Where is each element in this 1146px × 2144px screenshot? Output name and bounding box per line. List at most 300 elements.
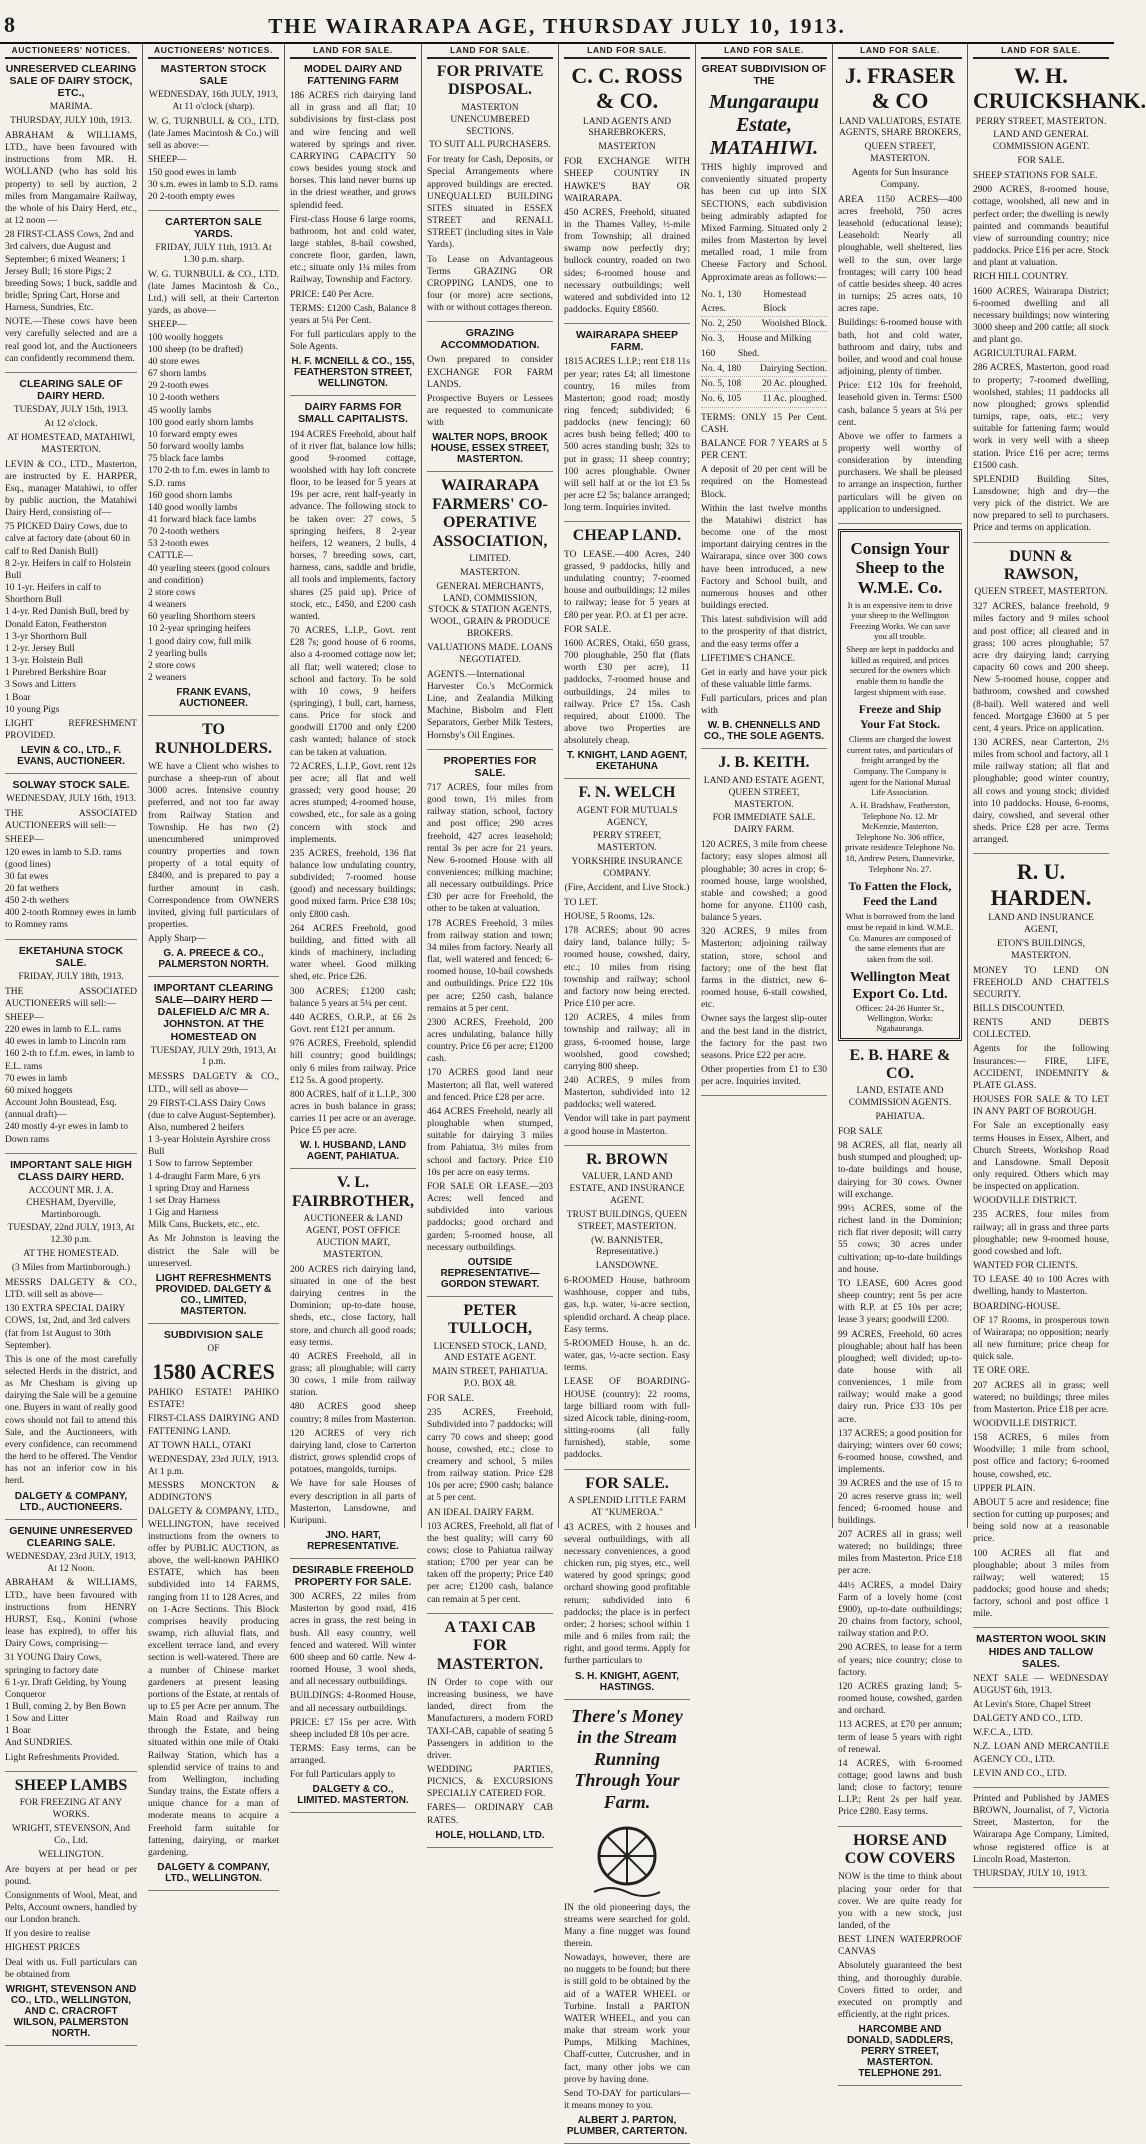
ad-title: DAIRY FARMS FOR SMALL CAPITALISTS. [298,401,408,426]
ad-title: FOR PRIVATE DISPOSAL. [436,63,544,99]
ad-paragraph: Prospective Buyers or Lessees are requested to communicate with [427,393,553,429]
list-item: 1 Gig and Harness [148,1208,219,1219]
lot-row [701,362,827,377]
ad-paragraph: IN Order to cope with our increasing business, we have landed, direct from the Manufacturers, a modern FORD TAXI-CAB, capable of seating 5 Passengers in addition to the driver. [427,1677,553,1761]
ad-subtitle: PERRY STREET, MASTERTON. [975,116,1107,127]
advertisement [838,1832,962,2087]
advertisement [564,527,690,779]
ad-title: MASTERTON WOOL SKIN HIDES AND TALLOW SALES. [976,1633,1106,1670]
newspaper-title: THE WAIRARAPA AGE, THURSDAY JULY 10, 1913. [268,14,846,38]
ad-subtitle: TUESDAY, JULY 15th, 1913. [13,405,129,416]
ad-paragraph: For full particulars apply to the Sole Agents. [290,330,416,353]
ad-title: GRAZING ACCOMMODATION. [440,327,540,352]
ad-paragraph: W. G. TURNBULL & CO., LTD. (late James Macintosh & Co., Ltd.) will sell, at their Carterton yards, as above— [148,269,279,317]
column-1 [0,44,143,2039]
ad-paragraph: For treaty for Cash, Deposits, or Special Arrangements where approved buildings are erected. UNEQUALLED BUILDING SITES situated in ESSEX STREET and RENALL STREET (including sites in Vale Yards). [427,155,553,251]
list-item: 50 forward woolly lambs [148,442,244,453]
advertisement [427,327,553,472]
list-item: SHEEP— [5,1012,44,1023]
ad-subtitle: GENERAL MERCHANTS, LAND, COMMISSION, STOCK & STATION AGENTS, WOOL, GRAIN & PRODUCE BROKERS. [428,581,552,640]
lot-description: 20 Ac. ploughed. [762,379,827,390]
lot-row [701,288,827,318]
ad-paragraph: 72 ACRES, L.I.P., Govt. rent 12s per acre; all flat and well grassed; very good house; 20 acres stumped; 4-roomed house, cowshed, etc., for sale as a going concern with stock and implements. [290,761,416,845]
ad-subtitle: LAND, ESTATE AND COMMISSION AGENTS. [848,1086,952,1109]
ad-terms: BALANCE FOR 7 YEARS at 5 PER CENT. [701,439,827,462]
list-item: 10 young Pigs [5,704,60,715]
list-item: 2 store cows [148,587,196,598]
ad-subtitle: MAIN STREET, PAHIATUA. P.O. BOX 48. [432,1367,548,1390]
advertisement [564,63,690,324]
ad-paragraph: Are buyers at per head or per pound. [5,1864,137,1887]
advertisement [564,329,690,522]
ad-title: SHEEP LAMBS [14,1776,128,1794]
ad-paragraph: 40 ACRES Freehold, all in grass; all ploughable; will carry 30 cows, 1 mile from railway station. [290,1351,416,1399]
ad-subtitle: LIMITED. [469,553,511,564]
ad-title: MASTERTON STOCK SALE [160,63,267,88]
ad-title: EKETAHUNA STOCK SALE. [18,944,124,969]
ad-signature: G. A. PREECE & CO., PALMERSTON NORTH. [158,948,269,971]
advertisement [973,1633,1109,1787]
ad-paragraph: 480 ACRES good sheep country; 8 miles from Masterton. [290,1402,416,1425]
column-7 [833,44,968,2080]
ad-paragraph: W. G. TURNBULL & CO., LTD. (late James Macintosh & Co.) will sell as above:— [148,116,279,152]
ad-paragraph: 207 ACRES all in grass; well watered; no buildings; three miles from Masterton. Price £18 per acre. [973,1380,1109,1415]
list-item: 10 forward empty ewes [148,429,238,440]
ad-signature: HOLE, HOLLAND, LTD. [435,1829,545,1841]
ad-paragraph: NEXT SALE — WEDNESDAY AUGUST 6th, 1913. [973,1673,1109,1696]
ad-paragraph: 1600 ACRES, Wairarapa District; 6-roomed dwelling and all necessary buildings; now wintering 3000 sheep and 200 cattle; all stock and plant go. [973,286,1109,346]
list-item: 60 yearling Shorthorn steers [148,612,256,623]
ad-subtitle: TUESDAY, 22nd JULY, 1913, At 12.30 p.m. [7,1223,135,1246]
advertisement [838,63,962,524]
ad-subtitle: LAND AGENTS AND SHAREBROKERS, [582,116,672,139]
list-item: 1 set Dray Harness [148,1195,221,1206]
ad-paragraph: 2900 ACRES, 8-roomed house, cottage, woolshed, all new and in perfect order; the dwelling is newly painted and commands beautiful view of surrounding country; nice paddocks. Price £16 per acre. Stock and plant at valuation. [973,185,1109,269]
ad-paragraph: 99 ACRES, Freehold, 60 acres ploughable; about half has been ploughed; well divided; up-to-date house with all conveniences, 1 mile from railway; would make a good dairy run. Price £33 10s per acre. [838,1329,962,1425]
ad-subtitle: FOR FREEZING AT ANY WORKS. [19,1798,123,1821]
lot-row [701,332,827,362]
ad-subtitle: (W. BANNISTER, Representative.) [591,1235,663,1258]
ad-paragraph: 170 ACRES good land near Masterton; all flat, well watered and fenced. Price £28 per acre. [427,1068,553,1103]
list-item: 1 Bull, coming 2, by Ben Bown [5,1702,126,1712]
list-item: 6 1-yr. Draft Gelding, by Young Conqueror [5,1677,127,1700]
ad-signature: DALGETY & COMPANY, LTD., AUCTIONEERS. [14,1490,128,1513]
list-item: 220 ewes in lamb to E.L. rams [5,1025,122,1036]
ad-title: Consign Your Sheep to the W.M.E. Co. [850,538,950,597]
lot-number: No. 4, 180 [701,363,742,374]
ad-paragraph: If you desire to realise [5,1929,90,1940]
ad-paragraph: FIRST-CLASS DAIRYING AND FATTENING LAND. [148,1414,279,1437]
ad-subtitle: FOR SALE. [1017,156,1065,167]
ad-title: IMPORTANT CLEARING SALE—DAIRY HERD — DALEFIELD A/C MR A. JOHNSTON. AT THE HOMESTEAD ON [153,982,274,1043]
ad-signature: LIGHT REFRESHMENTS PROVIDED. DALGETY & CO., LIMITED, MASTERTON. [155,1272,272,1317]
advertisement [564,1151,690,1470]
ad-paragraph: 1815 ACRES L.I.P.; rent £18 11s per year; rates £4; all limestone country, 16 miles from Masterton; good road; mostly ring fenced; subdivided; 6 paddocks (new fencing); 60 acres bush being felled; 400 to 500 acres standing bush; 32s to put in grass; 11 sheep country; 100 acres ploughable. Owner will sell half at or the lot £3 5s per acre £2 5s; balance arranged; long term. Inquiries invited. [564,357,690,514]
ad-title: SOLWAY STOCK SALE. [12,779,130,792]
ad-title: J. FRASER & CO [844,63,955,114]
lot-description: Dairying Section. [759,363,827,374]
ad-paragraph: Wellington Meat Export Co. Ltd. [850,970,950,1002]
ad-title: R. U. HARDEN. [990,859,1092,910]
advertisement [427,755,553,1297]
ad-paragraph: 235 ACRES, four miles from railway; all in grass and three parts ploughable; new 9-roomed house, good cowshed and loft. [973,1210,1109,1257]
list-item: 1 spring Dray and Harness [148,1183,250,1194]
list-item: Account John Boustead, Esq. (annual draft)— [5,1098,117,1121]
ad-signature: H. F. MCNEILL & CO., 155, FEATHERSTON STREET, WELLINGTON. [291,356,415,390]
ad-subtitle: TO SUIT ALL PURCHASERS. [429,140,551,151]
ad-paragraph: FOR SALE. [427,1394,474,1405]
ad-paragraph: Owner says the largest slip-outer and the best land in the district, the factory for the past two seasons. Price £22 per acre. [701,1014,827,1061]
ad-paragraph: 99½ ACRES, some of the richest land in the Dominion; rich flat river deposit; will carry 55 cows; 30 acres under cultivation; up-to-date buildings and house. [838,1203,962,1275]
list-item: 1 Boar [5,1726,31,1737]
ad-paragraph: Agents for the following Insurances:— FIRE, LIFE, ACCIDENT, INDEMNITY & PLATE GLASS. [973,1044,1109,1091]
list-item: 140 good woolly lambs [148,502,238,513]
advertisement [5,63,137,373]
advertisement [148,63,279,211]
ad-paragraph: 1600 ACRES, Otaki, 650 grass, 700 ploughable, 250 flat (flats worth £30 per acre), 11 paddocks, 7-roomed house and outbuildings, 24 miles to railway. Price £7 15s. Cash required, about £1000. The above two Properties are absolutely cheap. [564,638,690,747]
ad-subtitle: TUESDAY, JULY 29th, 1913, At 1 p.m. [150,1045,277,1068]
column-header: AUCTIONEERS' NOTICES. [5,44,137,59]
ad-paragraph: RICH HILL COUNTRY. [973,272,1069,283]
list-item: 67 shorn lambs [148,369,207,380]
ad-subtitle: THURSDAY, JULY 10th, 1913. [10,116,132,127]
list-item: 31 YOUNG Dairy Cows, springing to factory date [5,1653,102,1676]
list-item: 20 fat wethers [5,884,59,894]
ad-signature: DALGETY & COMPANY, LTD., WELLINGTON. [157,1862,270,1885]
ad-paragraph: 286 ACRES, Masterton, good road to property; 7-roomed dwelling, woolshed, stables; 11 paddocks all now ploughed; grows splendid turnips, rape, oats, etc.; very suitable for fattening farm; would work in very well with a sheep station. Price £16 per acre; terms £1500 cash. [973,363,1109,471]
list-item: SHEEP— [148,155,187,166]
ad-note: DALGETY & COMPANY, LTD., WELLINGTON, have received instructions from the owners to offer by PUBLIC AUCTION, as above, the well-known PAHIKO ESTATE, which has been subdivided into 14 FARMS, ranging from 11 to 128 Acres, and on 1-Acre Sections. This Block comprises heavily producing swamp, rich alluvial flats, and excellent terrace land, and every section is well-watered. There are a number of Chinese market gardeners at present leasing portions of the Estate, at rentals of up to £5 per Acre per annum. The Main Road and Railway run through the Estate, and being situated within one mile of Otaki Railway Station, which has a splendid service of trains to and from Wellington, including Sunday trains, the Estate offers a unique chance for a man of moderate means to acquire a Freehold farm suitable for fattening, dairying, or market gardening. [148,1507,279,1858]
ad-paragraph: 5-ROOMED House, h. an dc. water, gas, ½-acre section. Easy terms. [564,1338,690,1374]
list-item: 100 woolly hoggets [148,332,223,343]
list-item: 120 ewes in lamb to S.D. rams (good lines) [5,847,122,870]
ad-subtitle: LANSDOWNE. [595,1261,659,1272]
ad-title: CARTERTON SALE YARDS. [165,215,262,241]
list-item: 70 ewes in lamb [5,1073,68,1084]
ad-signature: OUTSIDE REPRESENTATIVE— GORDON STEWART. [440,1256,540,1290]
ad-title: SUBDIVISION SALE [163,1328,264,1341]
ad-title: HORSE AND COW COVERS [844,1831,956,1867]
ad-subtitle: PAHIATUA. [875,1112,925,1123]
ad-paragraph: THIS highly improved and conveniently situated property has been cut up into SIX SECTIONS, each subdivision being admirably adapted for Mixed Farming. Situated only 2 miles from Masterton by level metalled road, 1 mile from Cheese Factory and School. Approximate areas as follows:— [701,163,827,283]
stock-list [148,154,279,203]
ad-signature: LEVIN & CO., LTD., F. EVANS, AUCTIONEER. [17,745,125,768]
stock-list [5,1012,137,1146]
ad-title: GREAT SUBDIVISION OF THE [701,63,827,88]
ad-paragraph: At Levin's Store, Chapel Street [973,1699,1092,1710]
lot-number: No. 5, 108 [701,379,742,390]
ad-paragraph: 178 ACRES; about 90 acres dairy land, balance hilly; 5-roomed house, cowshed, dairy, etc.; 10 miles from rising township and railway; school and factory now being erected. Price £10 per acre. [564,926,690,1010]
ad-signature: WALTER NOPS, BROOK HOUSE, ESSEX STREET, MASTERTON. [430,432,550,466]
advertisement [5,1525,137,1772]
ad-subtitle: (3 Miles from Martinborough.) [11,1263,131,1274]
ad-signature: DALGETY & CO., LIMITED. MASTERTON. [297,1784,409,1807]
list-item: 170 2-th to f.m. ewes in lamb to S.D. rams [148,466,270,489]
ad-terms: Full particulars, prices and plan with [701,694,827,717]
ad-signature: FRANK EVANS, AUCTIONEER. [176,687,251,710]
stock-list [148,1098,279,1232]
ad-note: NOTE.—These cows have been very carefully selected and are a real good lot, and the Auctioneers can confidently recommend them. [5,317,137,364]
ad-terms: Get in early and have your pick of these valuable little farms. [701,667,827,690]
ad-paragraph: To Lease on Advantageous Terms GRAZING OR CROPPING LANDS, one to four (or more) acre sections, with or without cottages thereon. [427,254,553,314]
ad-paragraph: TERMS: Easy terms, can be arranged. [290,1744,416,1767]
ad-paragraph: 186 ACRES rich dairying land all in grass and all flat; 10 subdivisions by first-class post and wire fencing and well watered by springs and river. CARRYING CAPACITY 50 cows besides young stock and horses. This land never burns up in the driest weather, and grows splendid feed. [290,91,416,211]
list-item: 29 FIRST-CLASS Dairy Cows (due to calve August-September). Also, numbered 2 heifers [148,1098,276,1133]
ad-signature: WRIGHT, STEVENSON AND CO., LTD., WELLINGTON, AND C. CRACROFT WILSON, PALMERSTON NORTH. [5,1983,137,2039]
ad-subtitle: FRIDAY, JULY 11th, 1913. At 1.30 p.m. sharp. [155,243,272,265]
column-header: AUCTIONEERS' NOTICES. [148,44,279,59]
ad-terms: TERMS: ONLY 15 Per Cent. CASH. [701,412,827,435]
ad-paragraph: THE ASSOCIATED AUCTIONEERS will sell:— [5,809,137,832]
list-item: 3 Sows and Litters [5,680,76,691]
ad-paragraph: PRICE: £40 Per Acre. [290,289,374,300]
list-item: 40 ewes in lamb to Lincoln ram [5,1037,126,1048]
ad-subtitle: MARIMA. [49,102,93,113]
advertisement [148,982,279,1324]
ad-paragraph: 14 ACRES, with 6-roomed cottage; good lawns and bush land; close to factory; tenure L.I.P.; Rent 2s per half year. Price £280. Easy terms. [838,1758,962,1818]
ad-title: W. H. CRUICKSHANK. [973,63,1146,114]
ad-subtitle: QUEEN STREET, MASTERTON. [974,587,1108,598]
ad-paragraph: 200 ACRES rich dairying land, situated in one of the best dairying centres in the Dominion; up-to-date house, sheds, etc., close factory, hall store, and church all good roads; easy terms. [290,1264,416,1348]
ad-title: A TAXI CAB FOR MASTERTON. [436,1618,544,1673]
ad-paragraph: 44½ ACRES, a model Dairy Farm of a lovely home (cost £900), up-to-date outbuildings; 20 chains from factory, school, railway station and P.O. [838,1580,962,1640]
ad-paragraph: Price: £12 10s for freehold, leasehold given in. Terms: £500 cash, balance 5 years at 5¼ per cent. [838,381,962,428]
list-item: 130 EXTRA SPECIAL DAIRY COWS, 1st, 2nd, and 3rd calvers (fat from 1st August to 30th September). [5,1304,131,1351]
ad-paragraph: N.Z. LOAN AND MERCANTILE AGENCY CO., LTD. [973,1742,1109,1765]
ad-paragraph: TE ORE ORE. [973,1366,1030,1377]
list-item: 70 2-tooth wethers [148,527,220,538]
ad-title: FOR SALE. [585,1474,669,1492]
ad-subtitle: VALUER, LAND AND ESTATE, AND INSURANCE AGENT. [569,1172,685,1206]
advertisement [148,216,279,716]
ad-paragraph: THURSDAY, JULY 10, 1913. [973,1868,1088,1879]
ad-paragraph: BUILDINGS: 4-Roomed House, and all necessary outbuildings. [290,1691,416,1714]
ad-title: GENUINE UNRESERVED CLEARING SALE. [9,1524,133,1549]
ad-paragraph: 103 ACRES, Freehold, all flat of the best quality; will carry 60 cows; close to Pahiatua railway station; £700 per year can be taken off the property; Price £40 per acre; £1200 cash, balance can remain at 5 per cent. [427,1521,553,1605]
lot-row [701,392,827,407]
ad-paragraph: PAHIKO ESTATE! PAHIKO ESTATE! [148,1388,279,1411]
advertisement [5,945,137,1154]
ad-subtitle: VALUATIONS MADE. LOANS NEGOTIATED. [427,643,553,665]
ad-paragraph: Clients are charged the lowest current rates, and particulars of freight arranged by the Company. The Company is agent for the National Mutual Life Association. [847,734,953,798]
water-wheel-illustration [592,1820,662,1898]
list-item: 75 PICKED Dairy Cows, due to calve at factory date (about 60 in calf to Red Danish Bull) [5,522,131,557]
list-item: 30 s.m. ewes in lamb to S.D. rams [148,179,279,190]
ad-paragraph: 717 ACRES, four miles from good town, 1½ miles from railway station, school, factory and post office; 290 acres freehold, 427 acres leasehold; rental 3s per acre for 21 years. New 6-roomed House with all conveniences; milking machine; all necessary outbuildings. Price £30 per acre for Freehold, the other to be taken at valuation. [427,782,553,915]
lot-description: House and Milking Shed. [737,334,812,359]
advertisement [701,63,827,749]
ad-subtitle: LAND AND ESTATE AGENT, QUEEN STREET, MASTERTON. [703,775,825,810]
list-item: 100 sheep (to be drafted) [148,344,243,355]
ad-paragraph: 264 ACRES Freehold, good building, and fitted with all kinds of machinery, including water wheel. Good milking shed, etc. Price £26. [290,923,416,983]
columns [0,44,1146,2138]
ad-paragraph: Buildings: 6-roomed house with bath, hot and cold water, bathroom and dairy, tubs and boiler, and wood and coal house adjoining, plenty of timber. [838,318,962,378]
ad-paragraph: 120 ACRES grazing land; 5-roomed house, cowshed, garden and orchard. [838,1681,962,1717]
ad-paragraph: TO LEASE 40 to 100 Acres with dwelling, handy to Masterton. [973,1275,1109,1298]
lot-row [701,377,827,392]
ad-title: C. C. ROSS & CO. [571,63,683,114]
page-number: 8 [4,12,15,37]
ad-paragraph: 300 ACRES; £1200 cash; balance 5 years at 5¼ per cent. [290,986,416,1009]
column-header: LAND FOR SALE. [973,44,1109,59]
ad-subtitle: WRIGHT, STEVENSON, And Co., Ltd. [11,1823,131,1846]
ad-title: PROPERTIES FOR SALE. [443,754,537,779]
stock-list [5,521,137,716]
list-item: 1 3-yr Shorthorn Bull [5,631,88,642]
ad-paragraph: LEVIN AND CO., LTD. [973,1768,1067,1779]
ad-title: E. B. HARE & CO. [849,1046,951,1082]
column-header: LAND FOR SALE. [701,44,827,59]
ad-title: WAIRARAPA FARMERS' CO-OPERATIVE ASSOCIATION, [432,477,548,550]
list-item: 150 good ewes in lamb [148,167,237,178]
list-item: 1 Purebred Berkshire Boar [5,668,107,679]
list-item: 160 2-th to f.f.m. ewes, in lamb to E.L. rams [5,1049,135,1072]
ad-paragraph: RENTS AND DEBTS COLLECTED. [973,1018,1109,1041]
ad-note: Light Refreshments Provided. [5,1752,120,1763]
list-item: 1 3-yr. Holstein Bull [5,656,84,667]
list-item: 41 forward black face lambs [148,514,257,525]
advertisement [564,784,690,1145]
list-item: 8 2-yr. Heifers in calf to Holstein Bull [5,558,131,581]
ad-paragraph: HOUSES FOR SALE & TO LET IN ANY PART OF BOROUGH. [973,1095,1109,1118]
ad-paragraph: FOR SALE [838,1127,883,1138]
ad-paragraph: THE ASSOCIATED AUCTIONEERS will sell:— [5,986,137,1009]
list-item: 1 4-yr. Red Danish Bull, bred by Donald Eaton, Featherston [5,607,130,630]
ad-paragraph: 158 ACRES, 6 miles from Woodville; 1 mile from school, post office and factory; 6-roomed house, cowshed, etc. [973,1433,1109,1480]
lot-description: Homestead Block [763,289,807,314]
advertisement [427,477,553,749]
ad-subtitle: A SPLENDID LITTLE FARM AT "KUMEROA." [568,1495,686,1518]
ad-paragraph: AGRICULTURAL FARM. [973,349,1077,360]
ad-subtitle: WELLINGTON. [38,1849,104,1860]
ad-title: There's Money in the Stream Running Through Your Farm. [571,1705,683,1812]
ad-paragraph: 100 ACRES all flat and ploughable; about 3 miles from railway; well watered; 15 paddocks; good house and sheds; factory, school and post office 1 mile. [973,1548,1109,1620]
ad-paragraph: 235 ACRES, freehold, 136 flat balance low undulating country, subdivided; 7-roomed house (good) and necessary buildings; good mixed farm. Price £38 10s; only £800 cash. [290,848,416,920]
list-item: And SUNDRIES. [5,1738,73,1749]
ad-paragraph: 120 ACRES of very rich dairying land, close to Carterton district, grows splendid crops of potatoes, mangolds, turnips. [290,1428,416,1476]
ad-paragraph: LEASE OF BOARDING-HOUSE (country): 22 rooms, large billiard room with full-sized Alcock table, dining-room, sitting-rooms (all fully furnished), stable, some paddocks. [564,1377,690,1461]
column-header: LAND FOR SALE. [838,44,962,59]
ad-terms: This latest subdivision will add to the prosperity of that district, and the easy terms offer a [701,615,827,650]
ad-terms: A deposit of 20 per cent will be required on the Homestead Block. [701,465,827,500]
ad-paragraph: SHEEP STATIONS FOR SALE. [973,171,1098,182]
ad-paragraph: FOR SALE. [564,624,611,635]
list-item: 45 woolly lambs [148,405,212,416]
ad-terms: LIFETIME'S CHANCE. [701,653,796,664]
ad-paragraph: 137 ACRES; a good position for dairying; winters over 60 cows; 6-roomed house, cowshed, and implements. [838,1428,962,1476]
ad-paragraph: 43 ACRES, with 2 houses and several outbuildings, with all necessary conveniences, a good chicken run, pig styes, etc., well watered by good springs; good orchard showing good profitable return; subdivided into 6 paddocks; the place is in perfect order; 2 horses; school within 1 mile and 6 miles from rail; the right, and good terms. Apply for further particulars to [564,1522,690,1667]
ad-title: CLEARING SALE OF DAIRY HERD. [19,377,123,402]
ad-paragraph: FOR EXCHANGE WITH SHEEP COUNTRY IN HAWKE'S BAY OR WAIRARAPA. [564,157,690,204]
ad-subtitle: AT THE HOMESTEAD. [23,1249,119,1260]
advertisement [5,378,137,774]
ad-paragraph: 464 ACRES Freehold, nearly all ploughable when stumped, suitable for dairying 3 miles from Pahiatua, 3½ miles from school and factory. Price £10 10s per acre on easy terms. [427,1106,553,1178]
ad-subtitle: LAND AND GENERAL COMMISSION AGENT. [992,130,1090,153]
list-item: 20 2-tooth empty ewes [148,191,235,202]
ad-paragraph: 235 ACRES, Freehold, Subdivided into 7 paddocks; will carry 70 cows and sheep; good house, cowshed, etc.; close to creamery and school, 5 miles from railway station. Price £28 10s per acre; £900 cash; balance at 5 per cent. [427,1408,553,1504]
lot-number: No. 6, 105 [701,394,742,405]
ad-paragraph: What is borrowed from the land must be repaid in kind. W.M.E. Co. Manures are composed of the same elements that are taken from the soil. [845,911,955,964]
ad-paragraph: 120 ACRES, 4 miles from township and railway; all in grass, 6-roomed house, large woolshed, good cowshed; carrying 800 sheep. [564,1013,690,1072]
ad-signature: W. I. HUSBAND, LAND AGENT, PAHIATUA. [299,1140,407,1163]
advertisement [973,1793,1109,1888]
ad-paragraph: WEDDING PARTIES, PICNICS, & EXCURSIONS SPECIALLY CATERED FOR. [427,1765,553,1800]
lot-number: No. 1, 130 Acres. [701,289,742,314]
ad-paragraph: WOODVILLE DISTRICT. [973,1196,1077,1207]
lot-table [701,288,827,408]
ad-subtitle: WEDNESDAY, JULY 16th, 1913. [5,794,137,805]
ad-paragraph: 98 ACRES, all flat, nearly all bush stumped and ploughed; up-to-date buildings and house, dairying for 30 cows. Owner will exchange. [838,1141,963,1200]
ad-note: As Mr Johnston is leaving the district the Sale will be unreserved. [148,1234,279,1269]
list-item: 2 yearling bulls [148,648,208,659]
stock-list [5,834,137,931]
lot-row [701,317,827,332]
ad-paragraph: MESSRS DALGETY & CO., LTD., will sell as above— [148,1072,279,1095]
ad-title: V. L. FAIRBROTHER, [292,1174,414,1210]
ad-paragraph: 113 ACRES, at £70 per annum; term of lease 5 years with right of renewal. [838,1720,962,1755]
ad-paragraph: It is an expensive item to drive your sheep to the Wellington Freezing Works. We can save you all trouble. [847,599,953,642]
ad-paragraph: 2300 ACRES, Freehold, 200 acres undulating, balance hilly country. Price £6 per acre; £1200 cash. [427,1017,554,1065]
ad-signature: S. H. KNIGHT, AGENT, HASTINGS. [574,1670,680,1693]
ad-paragraph: TO LEASE.—400 Acres, 240 grassed, 9 paddocks, hilly and undulating country; 7-roomed house and outbuildings; 12 miles to railway; lease for 5 years at £80 per year. P.O. at £1 per acre. [564,549,690,621]
ad-subtitle: OF [207,1343,220,1354]
ad-paragraph: We have for sale Houses of every description in all parts of Masterton, Lansdowne, and Kuripuni. [290,1479,416,1526]
list-item: 10 2-tooth wethers [148,393,220,404]
ad-paragraph: 194 ACRES Freehold, about half of it river flat, balance low hills; good 9-roomed cottage, woolshed with hay loft concrete floor, to be leased for 5 years at 19s per acre, rent half-yearly in advance. The following stock to be taken over: 27 cows, 5 springing heifers, 8 2-year heifers, 12 weaners, 2 bulls, 4 horses, 7 breeding sows, cart, harness, cans, saddle and bridle, all tools and implements, factory shares (25 paid up). Price of stock, etc., £450, and £200 cash wanted. [290,429,416,622]
ad-paragraph: 976 ACRES, Freehold, splendid hill country; good buildings; only 6 miles from railway. Price £12 5s. A good property. [290,1039,416,1086]
ad-subtitle: ACCOUNT MR. J. A. CHESHAM, Dyerville, Martinborough. [26,1185,116,1220]
ad-signature: T. KNIGHT, LAND AGENT, EKETAHUNA [566,750,688,773]
ad-subtitle: FOR IMMEDIATE SALE. DAIRY FARM. [712,813,816,836]
ad-paragraph: 327 ACRES, balance freehold, 9 miles factory and 9 miles school and post office; all cleared and in grass; 100 acres ploughable; 57 acre dry dairying land; carrying capacity 60 cows and 200 sheep. New 5-roomed house, copper and bathroom, cowshed and cowshed (8-bail). Well watered and well fenced. Mortgage £3600 at 5 per cent, 4 years. Price on application. [973,602,1109,734]
ad-paragraph: SPLENDID Building Sites, Lansdowne; high and dry—the very pick of the district. We are now prepared to sell to purchasers. Price and terms on application. [973,474,1109,534]
ad-subtitle: Agents for Sun Insurance Company. [851,168,949,190]
advertisement [290,401,416,1169]
advertisement [5,1159,137,1520]
ad-paragraph: HOUSE, 5 Rooms, 12s. [564,911,655,922]
ad-title: UNRESERVED CLEARING SALE OF DAIRY STOCK, ETC., [5,63,137,100]
ad-paragraph: For Sale an exceptionally easy terms Houses in Essex, Albert, and Church Streets, Workshop Road and Lansdowne. Small Deposit only required. Others which may be inspected on application. [973,1121,1109,1193]
ad-paragraph: AN IDEAL DAIRY FARM. [427,1507,534,1518]
ad-subtitle: (Fire, Accident, and Live Stock.) [564,882,690,893]
ad-paragraph: 450 ACRES, Freehold, situated in the Thames Valley, ½-mile from Township; all drained swamp now perfectly dry; bullock country, roaded on two sides; 6-roomed house and necessary outbuildings; well watered and subdivided into 12 paddocks. Equity £8560. [564,207,690,316]
ad-signature: HARCOMBE AND DONALD, SADDLERS, PERRY STREET, MASTERTON. TELEPHONE 291. [846,2024,954,2080]
column-8 [968,44,1146,1879]
ad-paragraph: 207 ACRES all in grass; well watered; no buildings; three miles from Masterton. Price £18 per acre. [838,1530,962,1577]
ad-paragraph: 290 ACRES, to lease for a term of years; nice country; close to factory. [838,1643,962,1678]
ad-paragraph: WEDNESDAY, 23rd JULY, 1913. At 1 p.m. [148,1454,279,1478]
ad-paragraph: FARES— ORDINARY CAB RATES. [427,1803,553,1826]
ad-paragraph: Above we offer to farmers a property well worthy of consideration by intending purchasers. We shall be pleased to arrange an inspection, further particulars will be given on application to undersigned. [838,431,962,515]
column-6 [696,44,833,1528]
ad-headline: 1580 ACRES [152,1358,275,1384]
ad-paragraph: Other properties from £1 to £30 per acre. Inquiries invited. [701,1065,827,1088]
advertisement [427,1302,553,1614]
column-3 [285,44,422,1807]
list-item: 75 black face lambs [148,454,224,465]
stock-list [148,319,279,684]
stock-list [5,1652,137,1749]
ad-paragraph: First-class House 6 large rooms, bathroom, hot and cold water, large stables, 8-bail cowshed, concrete floor, garden, lawn, etc.; situate only 1¼ miles from Railway, Township and Factory. [290,214,416,286]
ad-title: J. B. KEITH. [718,754,810,772]
advertisement [701,754,827,1096]
stock-list [5,229,137,314]
ad-paragraph: WOODVILLE DISTRICT. [973,1418,1077,1429]
ad-subtitle: TRUST BUILDINGS, QUEEN STREET, MASTERTON. [566,1209,688,1232]
column-header: LAND FOR SALE. [290,44,416,59]
ad-title: PETER TULLOCH, [447,1301,532,1338]
list-item: 30 fat ewes [5,871,49,882]
